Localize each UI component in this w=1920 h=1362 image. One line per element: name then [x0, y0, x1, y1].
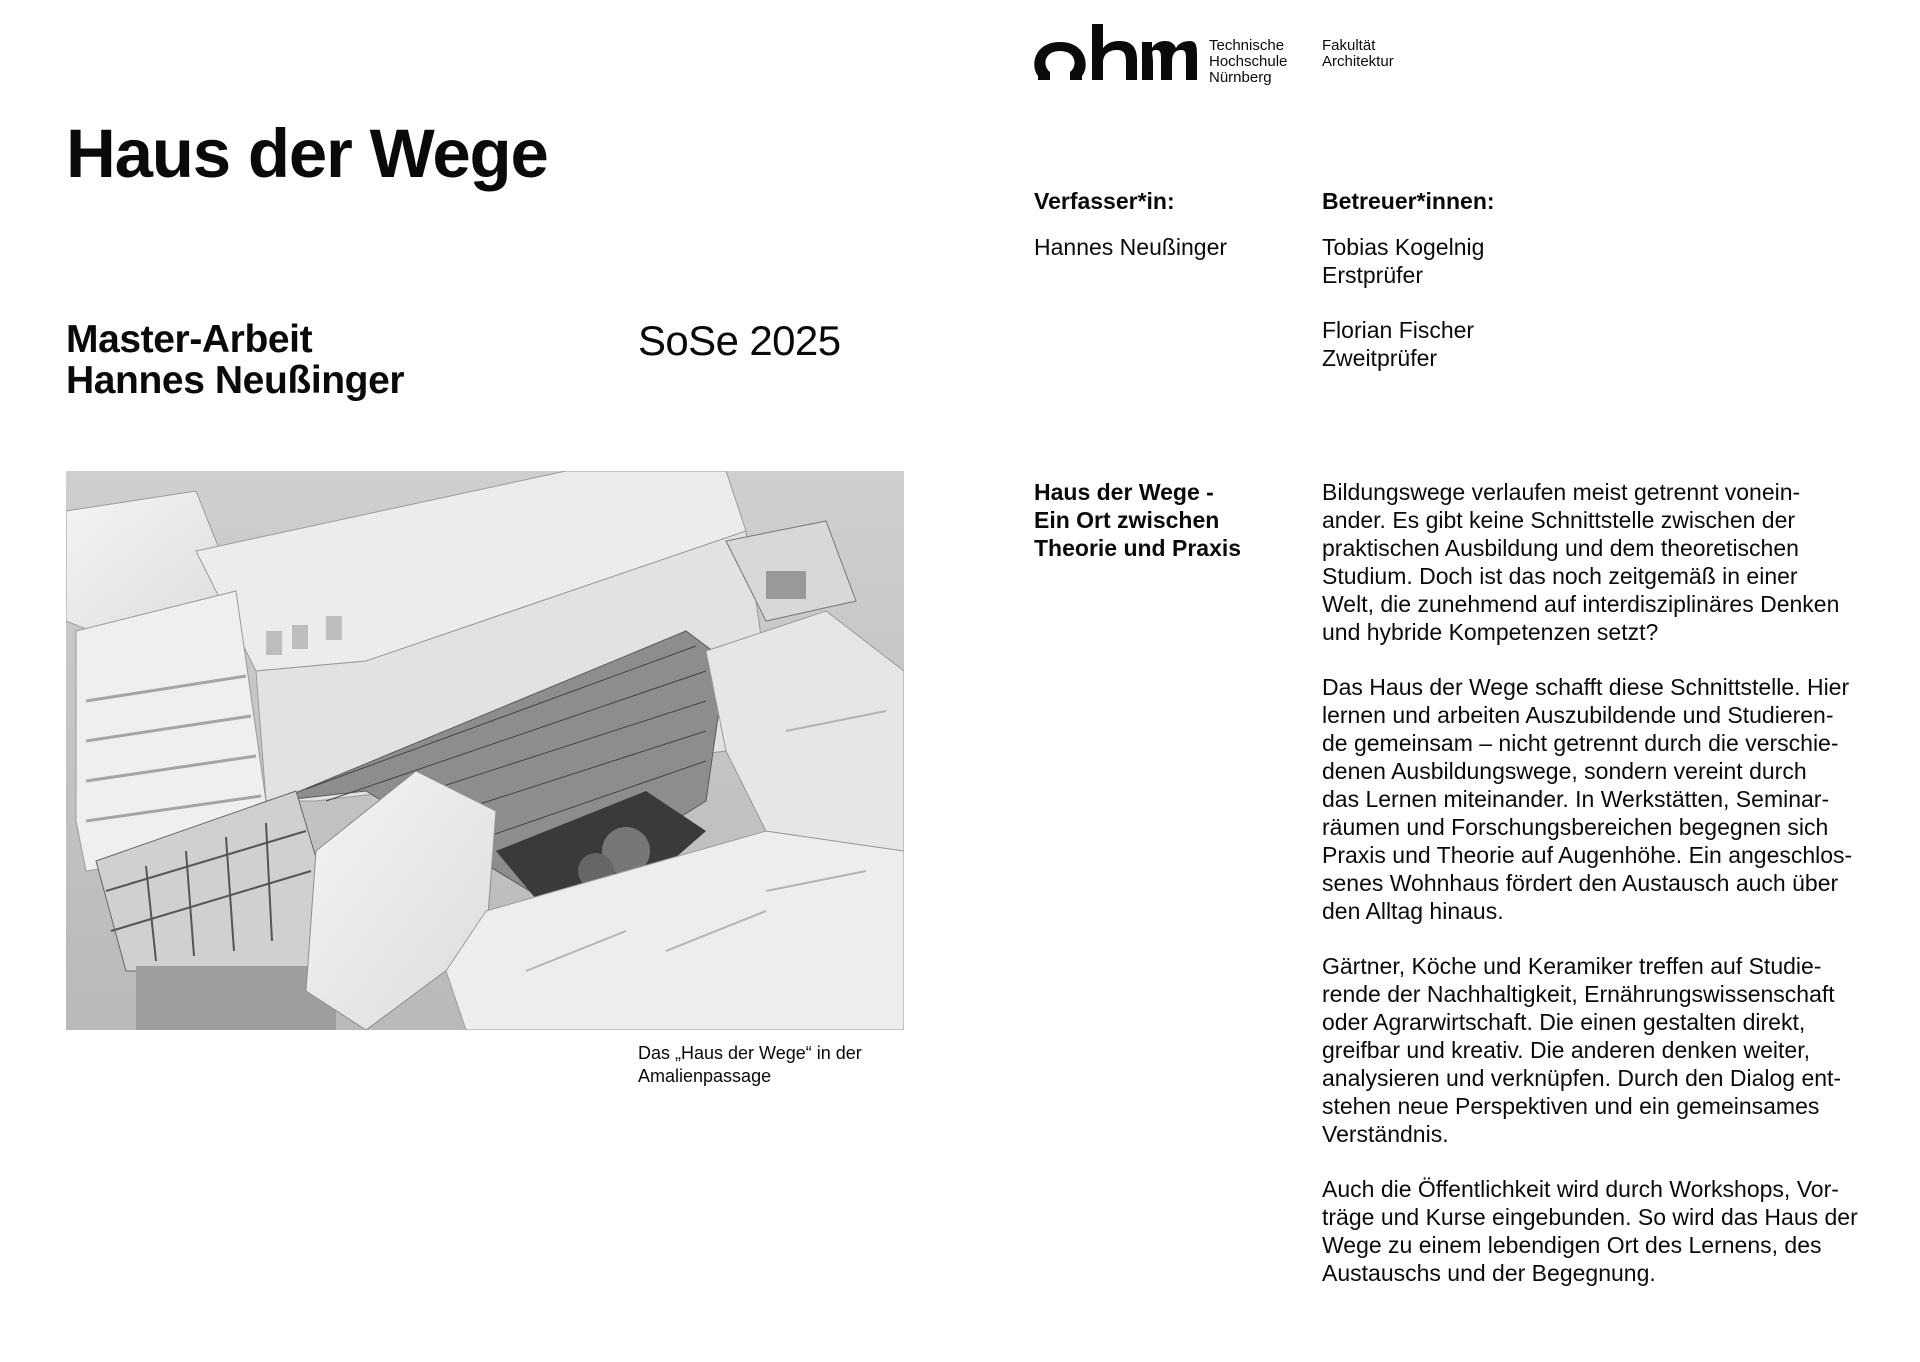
project-title-line: Ein Ort zwischen — [1034, 507, 1220, 533]
abstract-line: Austauschs und der Begegnung. — [1322, 1260, 1656, 1286]
abstract-paragraph — [1322, 952, 1882, 1148]
model-photo-illustration — [66, 471, 904, 1030]
logo-institution — [1209, 38, 1287, 86]
abstract-line: und hybride Kompetenzen setzt? — [1322, 619, 1659, 645]
caption-line: Das „Haus der Wege“ in der — [638, 1043, 862, 1063]
subtitle-block — [66, 319, 404, 401]
logo-institution-line: Nürnberg — [1209, 69, 1272, 86]
abstract-line: oder Agrarwirtschaft. Die einen gestalten direkt, — [1322, 1009, 1806, 1035]
abstract-line: Verständnis. — [1322, 1121, 1449, 1147]
logo-institution-line: Hochschule — [1209, 53, 1288, 70]
abstract-line: Auch die Öffentlichkeit wird durch Workshops, Vor- — [1322, 1176, 1839, 1202]
supervisor-role: Zweitprüfer — [1322, 345, 1438, 371]
supervisor-entry — [1322, 233, 1484, 289]
abstract-line: räumen und Forschungsbereichen begegnen sich — [1322, 814, 1829, 840]
project-title-line: Theorie und Praxis — [1034, 535, 1242, 561]
project-title — [1034, 478, 1294, 562]
supervisor-name: Tobias Kogelnig — [1322, 234, 1485, 260]
supervisor-entry — [1322, 316, 1484, 372]
abstract-line: Das Haus der Wege schafft diese Schnittstelle. Hier — [1322, 674, 1850, 700]
abstract-line: Studium. Doch ist das noch zeitgemäß in einer — [1322, 563, 1798, 589]
abstract — [1322, 478, 1882, 1314]
caption-line: Amalienpassage — [638, 1066, 772, 1086]
abstract-line: analysieren und verknüpfen. Durch den Dialog ent- — [1322, 1065, 1842, 1091]
author-name: Hannes Neußinger — [1034, 234, 1228, 260]
subtitle-line: Master-Arbeit — [66, 318, 313, 361]
abstract-line: Praxis und Theorie auf Augenhöhe. Ein angeschlos- — [1322, 842, 1853, 868]
abstract-line: de gemeinsam – nicht getrennt durch die verschie- — [1322, 730, 1839, 756]
supervisors-label: Betreuer*innen: — [1322, 188, 1495, 214]
abstract-line: rende der Nachhaltigkeit, Ernährungswissenschaft — [1322, 981, 1835, 1007]
logo-faculty-line: Architektur — [1322, 53, 1394, 70]
abstract-paragraph — [1322, 1175, 1882, 1287]
logo-institution-line: Technische — [1209, 37, 1285, 54]
abstract-line: Gärtner, Köche und Keramiker treffen auf Studie- — [1322, 953, 1822, 979]
photo-caption — [638, 1042, 918, 1088]
subtitle-line: Hannes Neußinger — [66, 359, 405, 402]
supervisors-list — [1322, 233, 1484, 399]
abstract-line: praktischen Ausbildung und dem theoretischen — [1322, 535, 1799, 561]
page-title: Haus der Wege — [66, 115, 548, 192]
abstract-line: ander. Es gibt keine Schnittstelle zwischen der — [1322, 507, 1796, 533]
supervisor-name: Florian Fischer — [1322, 317, 1475, 343]
abstract-line: greifbar und kreativ. Die anderen denken weiter, — [1322, 1037, 1810, 1063]
abstract-line: stehen neue Perspektiven und ein gemeinsames — [1322, 1093, 1820, 1119]
logo-faculty-line: Fakultät — [1322, 37, 1376, 54]
abstract-line: Welt, die zunehmend auf interdisziplinäres Denken — [1322, 591, 1840, 617]
abstract-line: das Lernen miteinander. In Werkstätten, Seminar- — [1322, 786, 1830, 812]
abstract-line: Wege zu einem lebendigen Ort des Lernens, des — [1322, 1232, 1822, 1258]
abstract-line: lernen und arbeiten Auszubildende und Studieren- — [1322, 702, 1834, 728]
author-label: Verfasser*in: — [1034, 188, 1175, 214]
abstract-line: den Alltag hinaus. — [1322, 898, 1504, 924]
semester-label: SoSe 2025 — [638, 317, 841, 364]
project-title-line: Haus der Wege - — [1034, 479, 1214, 505]
abstract-line: träge und Kurse eingebunden. So wird das Haus der — [1322, 1204, 1858, 1230]
abstract-line: Bildungswege verlaufen meist getrennt vonein- — [1322, 479, 1801, 505]
ohm-logo-mark — [1034, 20, 1197, 86]
supervisor-role: Erstprüfer — [1322, 262, 1423, 288]
ohm-logo — [1034, 20, 1287, 90]
abstract-line: denen Ausbildungswege, sondern vereint durch — [1322, 758, 1807, 784]
logo-faculty — [1322, 38, 1394, 70]
model-photo — [66, 471, 904, 1030]
abstract-paragraph — [1322, 673, 1882, 925]
abstract-paragraph — [1322, 478, 1882, 646]
abstract-line: senes Wohnhaus fördert den Austausch auch über — [1322, 870, 1839, 896]
